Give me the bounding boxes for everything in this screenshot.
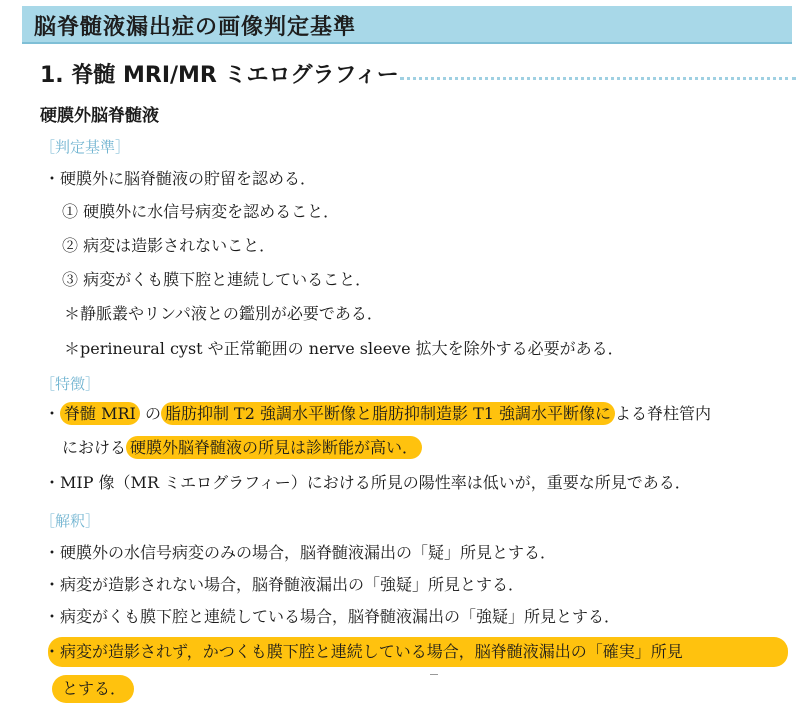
- criteria-item: ② 病変は造影されないこと．: [62, 236, 276, 255]
- page-title: 脳脊髄液漏出症の画像判定基準: [34, 15, 357, 40]
- header-banner: [22, 6, 792, 44]
- criteria-label: ［判定基準］: [40, 138, 131, 156]
- criteria-item: ① 硬膜外に水信号病変を認めること．: [62, 202, 340, 221]
- interpretation-label: ［解釈］: [40, 512, 101, 530]
- criteria-note: ＊静脈叢やリンパ液との鑑別が必要である．: [64, 304, 383, 323]
- text-fragment: における: [62, 438, 127, 457]
- features-bullet-1: [44, 403, 711, 425]
- highlight-diagnostic: 硬膜外脳脊髄液の所見は診断能が高い．: [126, 436, 422, 459]
- interpretation-item-last-cont: とする．: [62, 679, 127, 698]
- criteria-bullet: ・硬膜外に脳脊髄液の貯留を認める．: [44, 169, 317, 188]
- subheading: 硬膜外脳脊髄液: [40, 106, 159, 126]
- section-title: 1. 脊髄 MRI/MR ミエログラフィー: [40, 63, 399, 88]
- interpretation-item-last: ・病変が造影されず，かつくも膜下腔と連続している場合，脳脊髄液漏出の「確実」所見: [44, 642, 683, 661]
- text-fragment: よる脊柱管内: [615, 404, 712, 423]
- highlight-spine-mri: 脊髄 MRI: [60, 402, 140, 425]
- criteria-item: ③ 病変がくも膜下腔と連続していること．: [62, 270, 372, 289]
- bullet-dot: ・: [44, 404, 61, 423]
- highlight-fat-suppression: 脂肪抑制 T2 強調水平断像と脂肪抑制造影 T1 強調水平断像に: [161, 402, 615, 425]
- features-bullet-2: ・MIP 像（MR ミエログラフィー）における所見の陽性率は低いが，重要な所見である．: [44, 473, 691, 492]
- criteria-note: ＊perineural cyst や正常範囲の nerve sleeve 拡大を除外する必要がある．: [64, 339, 624, 358]
- features-bullet-1-cont: [62, 437, 422, 459]
- text-fragment: の: [139, 404, 161, 423]
- features-label: ［特徴］: [40, 375, 101, 393]
- dotted-divider: [400, 77, 796, 80]
- scan-speck: [430, 674, 438, 675]
- interpretation-item: ・硬膜外の水信号病変のみの場合，脳脊髄液漏出の「疑」所見とする．: [44, 543, 557, 562]
- interpretation-item: ・病変がくも膜下腔と連続している場合，脳脊髄液漏出の「強疑」所見とする．: [44, 607, 621, 626]
- interpretation-item: ・病変が造影されない場合，脳脊髄液漏出の「強疑」所見とする．: [44, 575, 525, 594]
